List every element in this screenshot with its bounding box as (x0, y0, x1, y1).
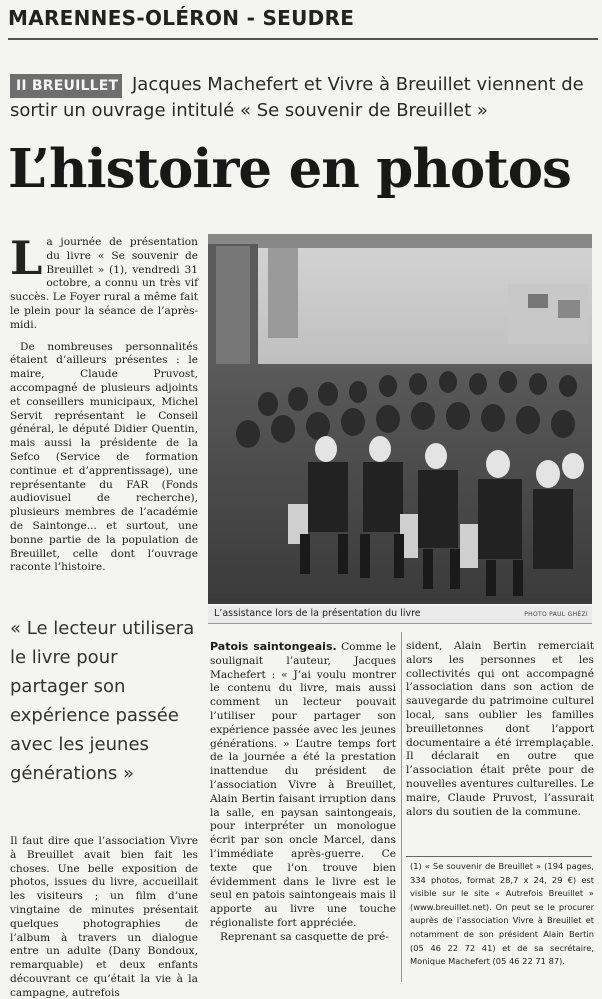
article-column-1 (10, 231, 198, 575)
article-column-2 (210, 640, 396, 945)
paragraph-thanks-start: Reprenant sa casquette de pré- (220, 930, 389, 943)
article-headline: L’histoire en photos (8, 138, 571, 200)
paragraph-exhibition: Il faut dire que l’association Vivre à Breuillet avait bien fait les choses. Une belle exposition de photos, issues du livre, accueillait les visiteurs ; un film d’une vingtaine de minutes présentait quelques photographies de l’album à travers un dialogue entre un adulte (Dany Bondoux, remarquable) et deux enfants découvrant ce qu’était la vie à la campagne, autrefois (10, 835, 198, 999)
article-deck: Jacques Machefert et Vivre à Breuillet viennent de sortir un ouvrage intitulé « Se souvenir de Breuillet » (10, 74, 584, 121)
column-divider (401, 632, 402, 982)
location-kicker: II BREUILLET (10, 74, 122, 98)
event-photo (208, 234, 592, 604)
paragraph-thanks: sident, Alain Bertin remerciait alors les personnes et les collectivités qui ont accompagné l’association dans son action de sauvegarde du patrimoine culturel local, sans oublier les familles breuilletonnes dont l’apport documentaire a été irremplaçable. Il déclarait en outre que l’association était prête pour de nouvelles aventures culturelles. Le maire, Claude Pruvost, l’assurait alors du soutien de la commune. (406, 640, 594, 818)
photo-caption: L’assistance lors de la présentation du livre (214, 608, 421, 619)
drop-cap: L (10, 231, 43, 285)
article-column-1-cont (10, 835, 198, 999)
book-footnote: (1) « Se souvenir de Breuillet » (194 pages, 334 photos, format 28,7 x 24, 29 €) est visible sur le site « Autrefois Breuillet » (www.breuillet.net). On peut se le procurer auprès de l’association Vivre à Breuillet et notamment de son président Alain Bertin (05 46 22 72 41) et de sa secrétaire, Monique Machefert (05 46 22 71 87). (410, 861, 594, 967)
pull-quote: « Le lecteur utilisera le livre pour partager son expérience passée avec les jeunes générations » (10, 618, 195, 784)
paragraph-patois: Comme le soulignait l’auteur, Jacques Machefert : « J’ai voulu montrer le contenu du livre, mais aussi comment un lecteur pouvait l’utiliser pour partager son expérience passée avec les jeunes générations. » L’autre temps fort de la journée a été la prestation inattendue du président de l’association Vivre à Breuillet, Alain Bertin faisant irruption dans la salle, en paysan saintongeais, pour interpréter un monologue écrit par son oncle Marcel, dans l’immédiate après-guerre. Ce texte que l’on trouve bien évidemment dans le livre est le seul en patois saintongeais mais il apporte au livre une touche régionaliste fort appréciée. (210, 641, 396, 929)
photo-caption-bar (208, 606, 592, 624)
section-header: MARENNES-OLÉRON - SEUDRE (8, 6, 355, 30)
footnote-rule (406, 856, 592, 857)
subhead-patois: Patois saintongeais. (210, 640, 337, 653)
paragraph-intro: a journée de présentation du livre « Se souvenir de Breuillet » (1), vendredi 31 octobre, a connu un très vif succès. Le Foyer rural a même fait le plein pour la séance de l’après-midi. (10, 236, 198, 331)
photo-credit: PHOTO PAUL GHÉZI (524, 611, 588, 618)
audience-photo-image (208, 234, 592, 604)
paragraph-guests: De nombreuses personnalités étaient d’ailleurs présentes : le maire, Claude Pruvost, accompagné de plusieurs adjoints et conseillers municipaux, Michel Servit représentant le Conseil général, le député Didier Quentin, mais aussi la présidente de la Sefco (Service de formation continue et d’apprentissage), une représentante du FAR (Fonds audiovisuel de recherche), plusieurs membres de l’académie de Saintonge... et surtout, une bonne partie de la population de Breuillet, celle dont l’ouvrage raconte l’histoire. (10, 340, 198, 574)
article-column-3 (406, 640, 594, 819)
header-rule (8, 38, 598, 40)
